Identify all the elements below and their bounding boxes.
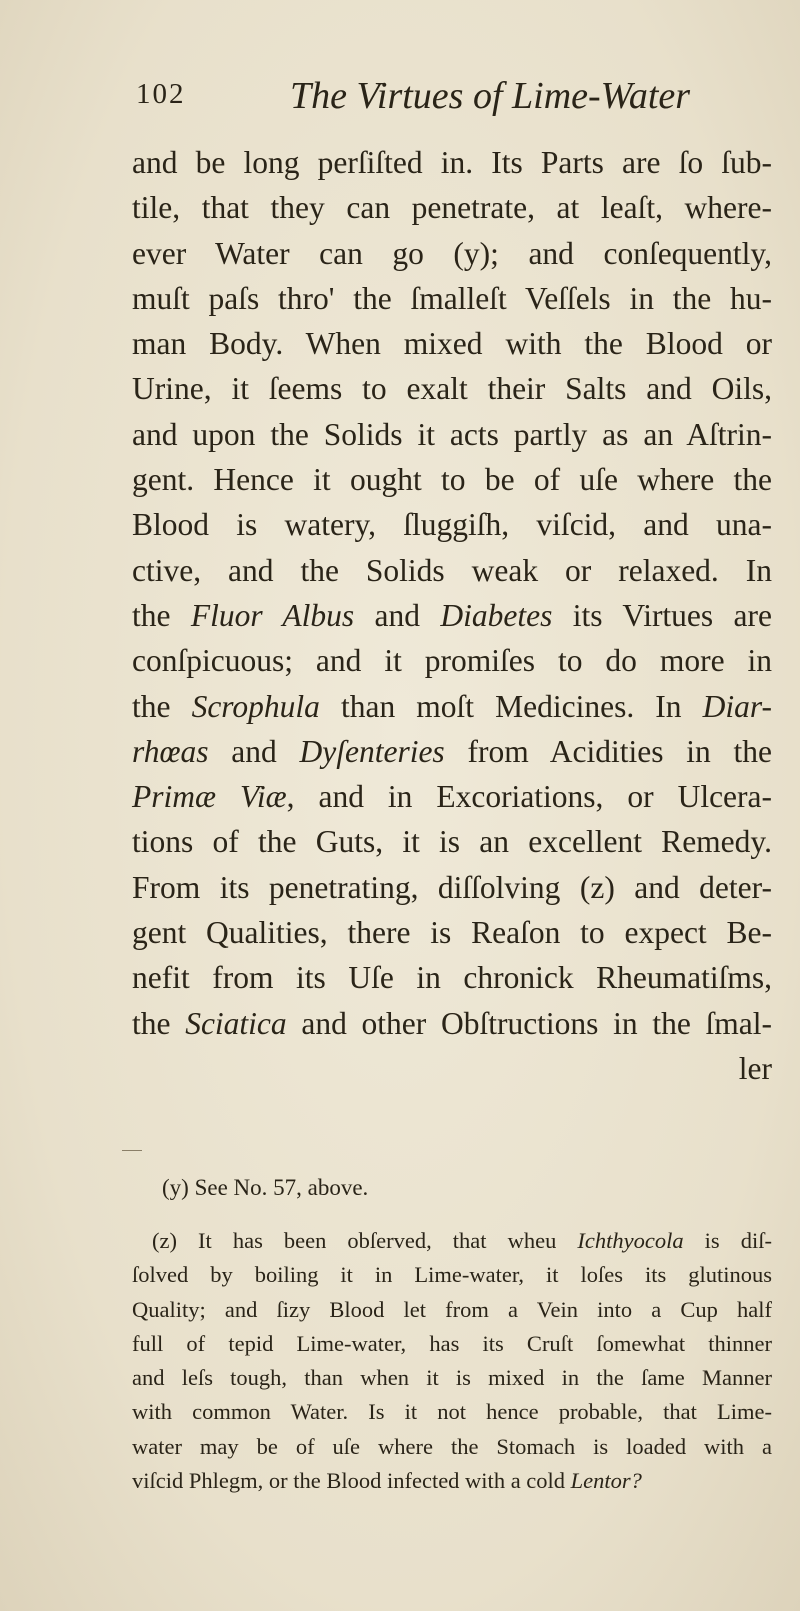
body-line: Primæ Viæ, and in Excoriations, or Ulcera- [132, 779, 772, 815]
italic-term: Diar- [702, 688, 773, 724]
body-line: nefit from its Uſe in chronick Rheumatiſms, [132, 960, 772, 996]
body-line: ever Water can go (y); and conſequently, [132, 235, 772, 271]
body-line: the Fluor Albus and Diabetes its Virtues are [132, 597, 772, 633]
footnote-y: (y) See No. 57, above. [162, 1175, 369, 1200]
italic-term: rhœas [132, 733, 209, 769]
italic-term: Lentor? [570, 1468, 642, 1494]
italic-term: Dyſenteries [299, 733, 445, 769]
italic-term: Primæ Viæ [132, 779, 287, 815]
body-line: Urine, it ſeems to exalt their Salts and Oils, [132, 371, 772, 407]
footnote-line: and leſs tough, than when it is mixed in the ſame Manner [132, 1365, 772, 1391]
italic-term: Diabetes [440, 597, 553, 633]
body-line: the Sciatica and other Obſtructions in the ſmal- [132, 1005, 772, 1041]
footnote-line: full of tepid Lime-water, has its Cruſt ſomewhat thinner [132, 1330, 772, 1356]
italic-term: Scrophula [191, 688, 320, 724]
body-line: tile, that they can penetrate, at leaſt, where- [132, 190, 772, 226]
footnote-line: viſcid Phlegm, or the Blood infected with a cold Lentor? [132, 1468, 642, 1494]
footnote-line: Quality; and ſizy Blood let from a Vein into a Cup half [132, 1296, 772, 1322]
body-line: muſt paſs thro' the ſmalleſt Veſſels in the hu- [132, 280, 772, 316]
italic-term: Sciatica [185, 1005, 287, 1041]
catchword: ler [738, 1050, 772, 1086]
body-line: man Body. When mixed with the Blood or [132, 326, 772, 362]
body-line: tions of the Guts, it is an excellent Remedy. [132, 824, 772, 860]
footnote-line: water may be of uſe where the Stomach is loaded with a [132, 1433, 772, 1459]
body-line: gent Qualities, there is Reaſon to expect Be- [132, 915, 772, 951]
footnote-z [132, 1224, 772, 1498]
body-line: and be long perſiſted in. Its Parts are ſo ſub- [132, 145, 772, 180]
footnotes [132, 1168, 772, 1494]
body-text [132, 140, 772, 1091]
footnote-line: ſolved by boiling it in Lime-water, it loſes its glutinous [132, 1262, 772, 1288]
footnote-line: (z) It has been obſerved, that wheu Ichthyocola is diſ- [152, 1228, 772, 1253]
body-line: ctive, and the Solids weak or relaxed. In [132, 552, 772, 588]
page-number: 102 [136, 78, 186, 110]
italic-term: Ichthyocola [577, 1228, 684, 1253]
body-line: gent. Hence it ought to be of uſe where the [132, 462, 772, 498]
italic-term: Fluor Albus [190, 597, 355, 633]
running-title: The Virtues of Lime-Water [290, 75, 691, 117]
body-line: From its penetrating, diſſolving (z) and deter- [132, 869, 772, 905]
footnote-rule [122, 1150, 142, 1151]
body-line: the Scrophula than moſt Medicines. In Diar- [132, 688, 773, 724]
body-line: conſpicuous; and it promiſes to do more in [132, 643, 772, 679]
body-line: Blood is watery, ſluggiſh, viſcid, and una- [132, 507, 772, 543]
body-lines [132, 140, 772, 1046]
page-header [130, 75, 730, 130]
footnote-line: with common Water. Is it not hence probable, that Lime- [132, 1399, 772, 1425]
body-line: rhœas and Dyſenteries from Acidities in the [132, 733, 772, 769]
body-line: and upon the Solids it acts partly as an Aſtrin- [132, 416, 772, 452]
